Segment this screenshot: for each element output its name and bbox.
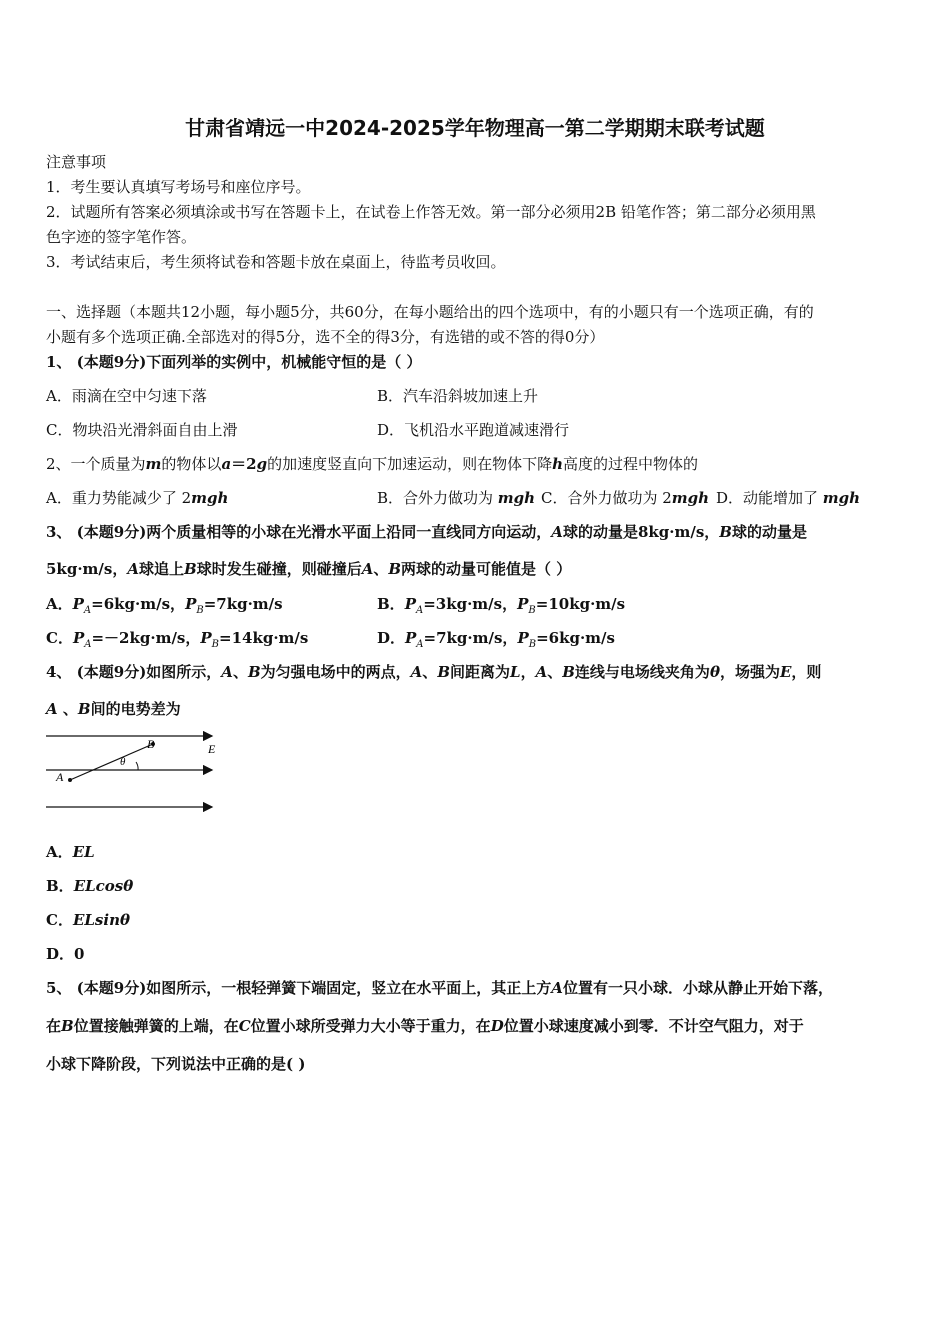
q5-stem-line3: 小球下降阶段，下列说法中正确的是( ) [46, 1055, 306, 1073]
q1-option-d: D．飞机沿水平跑道减速滑行 [377, 421, 570, 439]
label-b: B [147, 737, 155, 751]
q1-option-a: A．雨滴在空中匀速下落 [46, 387, 207, 405]
q2-option-d: D．动能增加了 mgh [716, 489, 861, 507]
q3-option-c: C．$P_A=-2kg\cdot m/s$，$P_B=14kg\cdot m/s$ [46, 629, 309, 650]
notice-item-2-cont: 色字迹的签字笔作答。 [46, 228, 197, 246]
q5-stem-line1: 5、 (本题9分)如图所示，一根轻弹簧下端固定，竖立在水平面上，其正上方A位置有一只小球．小球从静止开始下落， [46, 979, 833, 997]
q3-option-b: B．$P_A=3kg\cdot m/s$，$P_B=10kg\cdot m/s$ [377, 595, 626, 616]
notice-heading: 注意事项 [46, 153, 107, 171]
q4-option-b: B．ELcosθ [46, 877, 134, 895]
q4-option-a: A．EL [46, 843, 95, 861]
section1-instructions-line1: 一、选择题（本题共12小题，每小题5分，共60分，在每小题给出的四个选项中，有的小题只有一个选项正确，有的 [46, 303, 814, 321]
notice-item-1: 1．考生要认真填写考场号和座位序号。 [46, 178, 311, 196]
q2-option-a: A．重力势能减少了 2mgh [46, 489, 229, 507]
q1-stem: 1、 (本题9分)下面列举的实例中，机械能守恒的是（ ） [46, 353, 422, 371]
q2-option-c: C．合外力做功为 2mgh [541, 489, 710, 507]
label-theta: θ [120, 756, 126, 768]
q4-option-d: D．0 [46, 945, 85, 963]
page-title: 甘肃省靖远一中2024-2025学年物理高一第二学期期末联考试题 [185, 116, 765, 140]
q4-stem-line1: 4、 (本题9分)如图所示，A、B为匀强电场中的两点，A、B间距离为L，A、B连线与电场线夹角为θ，场强为E，则 [46, 663, 822, 681]
segment-ab [70, 744, 153, 780]
notice-item-2: 2．试题所有答案必须填涂或书写在答题卡上，在试卷上作答无效。第一部分必须用2B 铅笔作答；第二部分必须用黑 [46, 203, 816, 221]
q5-stem-line2: 在B位置接触弹簧的上端，在C位置小球所受弹力大小等于重力，在D位置小球速度减小到零．不计空气阻力，对于 [46, 1017, 804, 1035]
q1-option-b: B．汽车沿斜坡加速上升 [377, 387, 539, 405]
section1-instructions-line2: 小题有多个选项正确.全部选对的得5分，选不全的得3分，有选错的或不答的得0分） [46, 328, 605, 346]
point-a-dot [68, 778, 72, 782]
q1-option-c: C．物块沿光滑斜面自由上滑 [46, 421, 238, 439]
q2-option-b: B．合外力做功为 mgh [377, 489, 536, 507]
notice-item-3: 3．考试结束后，考生须将试卷和答题卡放在桌面上，待监考员收回。 [46, 253, 506, 271]
label-e: E [208, 742, 216, 756]
q4-stem-line2: A 、B间的电势差为 [46, 700, 181, 718]
q3-option-a: A．$P_A=6kg\cdot m/s$，$P_B=7kg\cdot m/s$ [46, 595, 283, 616]
q3-option-d: D．$P_A=7kg\cdot m/s$，$P_B=6kg\cdot m/s$ [377, 629, 615, 650]
q4-field-diagram [40, 728, 230, 818]
angle-arc [136, 762, 138, 770]
label-a: A [56, 770, 64, 784]
q4-option-c: C．ELsinθ [46, 911, 130, 929]
q3-stem-line2: 5kg·m/s，A球追上B球时发生碰撞，则碰撞后A、B两球的动量可能值是（ ） [46, 560, 572, 578]
q2-stem: 2、一个质量为m的物体以a＝2g的加速度竖直向下加速运动，则在物体下降h高度的过程中物体的 [46, 455, 699, 473]
q3-stem-line1: 3、 (本题9分)两个质量相等的小球在光滑水平面上沿同一直线同方向运动，A球的动量是8kg·m/s，B球的动量是 [46, 523, 807, 541]
